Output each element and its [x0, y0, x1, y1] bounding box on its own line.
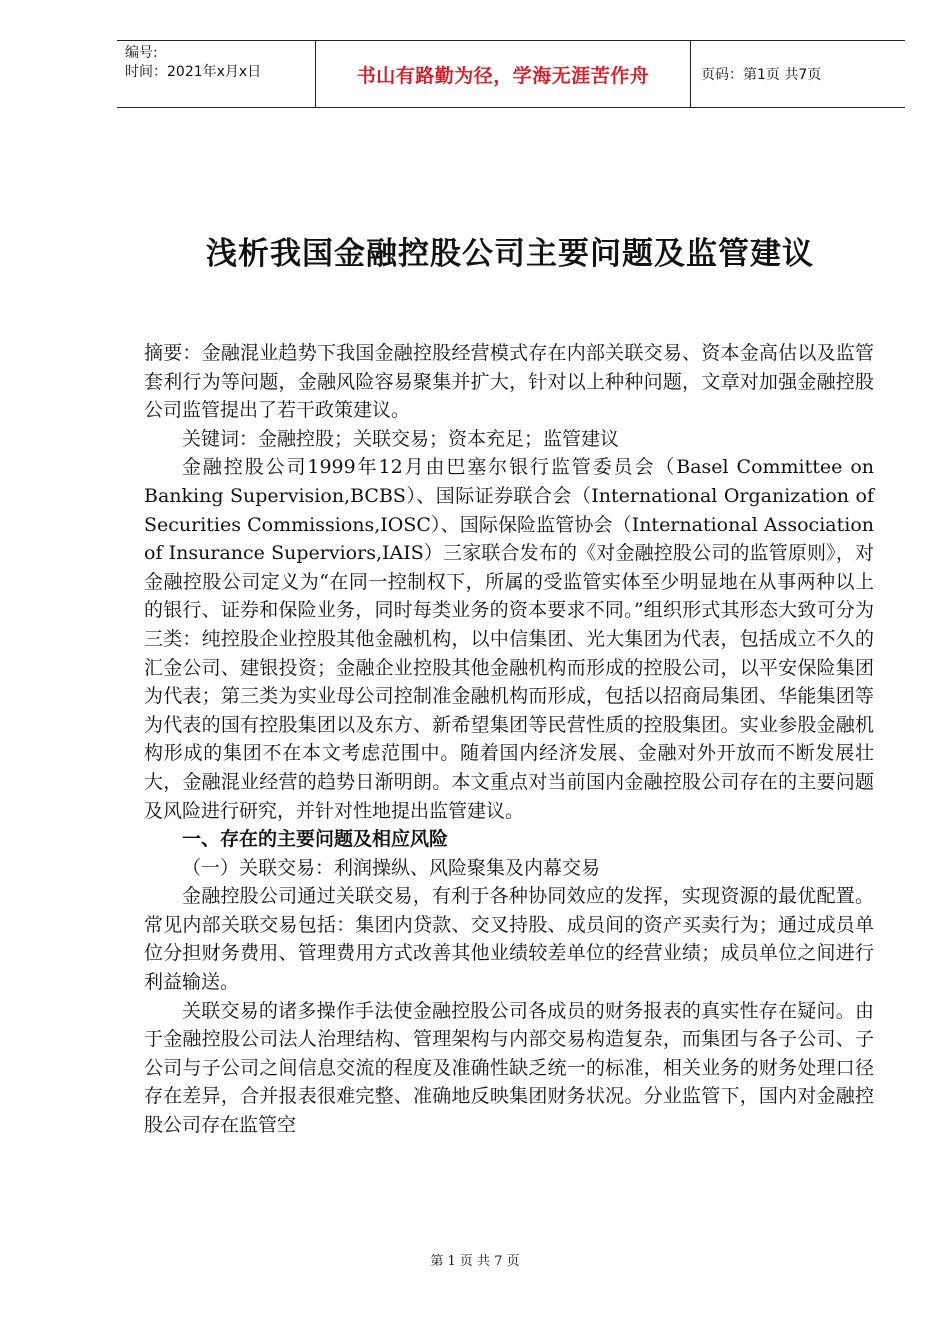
body-paragraph: 金融控股公司通过关联交易，有利于各种协同效应的发挥，实现资源的最优配置。常见内部关联交易包括：集团内贷款、交叉持股、成员间的资产买卖行为；通过成员单位分担财务费用、管理费用方式改善其他业绩较差单位的经营业绩；成员单位之间进行利益输送。	[144, 885, 874, 994]
document-title: 浅析我国金融控股公司主要问题及监管建议	[206, 236, 814, 272]
header-meta-cell	[117, 41, 316, 107]
abstract-paragraph: 摘要：金融混业趋势下我国金融控股经营模式存在内部关联交易、资本金高估以及监管套利行为等问题，金融风险容易聚集并扩大，针对以上种种问题，文章对加强金融控股公司监管提出了若干政策建议。	[144, 342, 874, 422]
document-time-label: 时间：2021年x月x日	[125, 64, 262, 80]
page-header	[117, 40, 905, 108]
page-footer: 第 1 页 共 7 页	[430, 1254, 520, 1269]
document-number-label: 编号:	[125, 45, 158, 61]
header-page-cell	[691, 41, 905, 107]
keywords-paragraph: 关键词：金融控股；关联交易；资本充足；监管建议	[182, 427, 620, 450]
body-paragraph: 金融控股公司1999年12月由巴塞尔银行监管委员会（Basel Committee on Banking Supervision,BCBS）、国际证券联合会（International Organization of Securities Commissions,IOSC）、国际保险监管协会（International Association of Insurance Superviors,IAIS）三家联合发布的《对金融控股公司的监管原则》，对金融控股公司定义为“在同一控制权下，所属的受监管实体至少明显地在从事两种以上的银行、证券和保险业务，同时每类业务的资本要求不同。”组织形式其形态大致可分为三类：纯控股企业控股其他金融机构，以中信集团、光大集团为代表，包括成立不久的汇金公司、建银投资；金融企业控股其他金融机构而形成的控股公司，以平安保险集团为代表；第三类为实业母公司控制准金融机构而形成，包括以招商局集团、华能集团等为代表的国有控股集团以及东方、新希望集团等民营性质的控股集团。实业参股金融机构形成的集团不在本文考虑范围中。随着国内经济发展、金融对外开放而不断发展壮大，金融混业经营的趋势日渐明朗。本文重点对当前国内金融控股公司存在的主要问题及风险进行研究，并针对性地提出监管建议。	[144, 456, 874, 822]
header-page-info: 页码：第1页 共7页	[701, 67, 822, 83]
document-body	[144, 339, 874, 1140]
body-paragraph: 关联交易的诸多操作手法使金融控股公司各成员的财务报表的真实性存在疑问。由于金融控股公司法人治理结构、管理架构与内部交易构造复杂，而集团与各子公司、子公司与子公司之间信息交流的程度及准确性缺乏统一的标准，相关业务的财务处理口径存在差异，合并报表很难完整、准确地反映集团财务状况。分业监管下，国内对金融控股公司存在监管空	[144, 999, 874, 1137]
subsection-heading: （一）关联交易：利润操纵、风险聚集及内幕交易	[182, 856, 601, 879]
header-motto: 书山有路勤为径，学海无涯苦作舟	[356, 64, 650, 87]
header-motto-cell	[316, 41, 691, 107]
section-heading: 一、存在的主要问题及相应风险	[182, 828, 449, 851]
